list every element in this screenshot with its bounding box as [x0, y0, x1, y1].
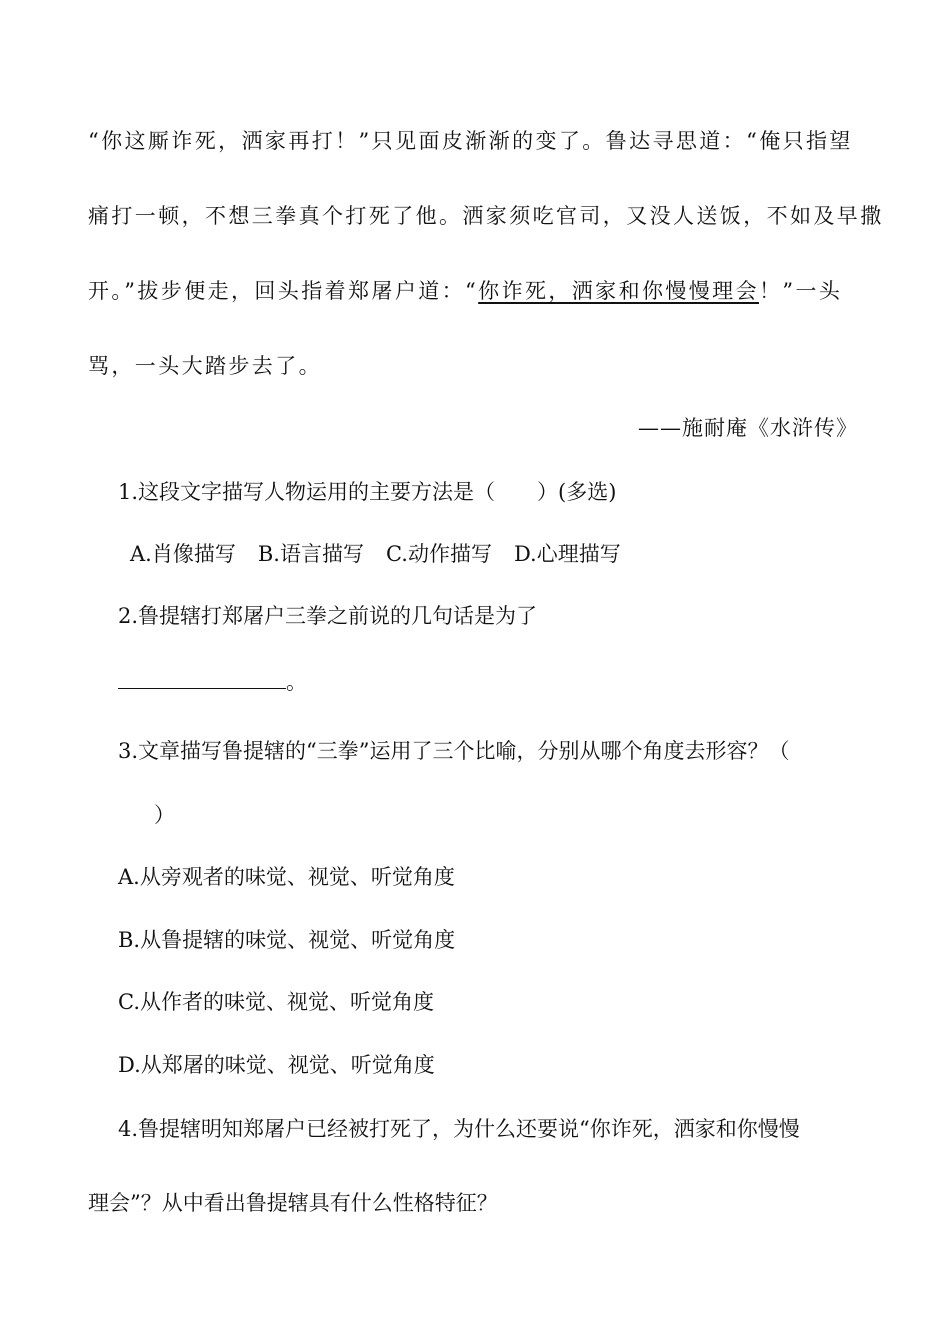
question-4-line-2: 理会”？从中看出鲁提辖具有什么性格特征？: [88, 1191, 498, 1215]
question-3-stem-end: ）: [154, 803, 175, 827]
q3-option-a: A.从旁观者的味觉、视觉、听觉角度: [118, 865, 455, 889]
question-4-line-1: 4.鲁提辖明知郑屠户已经被打死了，为什么还要说“你诈死，洒家和你慢慢: [118, 1117, 800, 1141]
passage-line-3: [88, 276, 842, 306]
question-2-end: 。: [286, 670, 307, 694]
question-2-stem: 2.鲁提辖打郑屠户三拳之前说的几句话是为了: [118, 604, 538, 628]
passage-line-1: “你这厮诈死，洒家再打！”只见面皮渐渐的变了。鲁达寻思道：“俺只指望: [88, 129, 853, 153]
question-1-stem: 1.这段文字描写人物运用的主要方法是（ ）(多选): [118, 480, 617, 504]
passage-line-2: 痛打一顿，不想三拳真个打死了他。洒家须吃官司，又没人送饭，不如及早撒: [88, 204, 884, 228]
q3-option-d: D.从郑屠的味觉、视觉、听觉角度: [118, 1053, 435, 1077]
q1-option-b: B.语言描写: [257, 542, 364, 566]
q1-option-a: A.肖像描写: [130, 542, 236, 566]
question-2-answer-line: [118, 666, 307, 697]
passage-line-3-start: 开。”拔步便走，回头指着郑屠户道：“: [88, 279, 479, 303]
q1-option-d: D.心理描写: [513, 542, 621, 566]
passage-attribution: ——施耐庵《水浒传》: [638, 416, 858, 440]
q3-option-b: B.从鲁提辖的味觉、视觉、听觉角度: [118, 928, 456, 952]
question-1-options: [130, 539, 621, 569]
answer-blank[interactable]: [118, 666, 286, 689]
passage-line-4: 骂，一头大踏步去了。: [88, 354, 322, 378]
question-3-stem: 3.文章描写鲁提辖的“三拳”运用了三个比喻，分别从哪个角度去形容？（: [118, 739, 790, 763]
q1-option-c: C.动作描写: [385, 542, 492, 566]
underlined-quote: 你诈死，洒家和你慢慢理会: [478, 279, 759, 303]
q3-option-c: C.从作者的味觉、视觉、听觉角度: [118, 990, 434, 1014]
passage-line-3-end: ！”一头: [758, 279, 843, 303]
